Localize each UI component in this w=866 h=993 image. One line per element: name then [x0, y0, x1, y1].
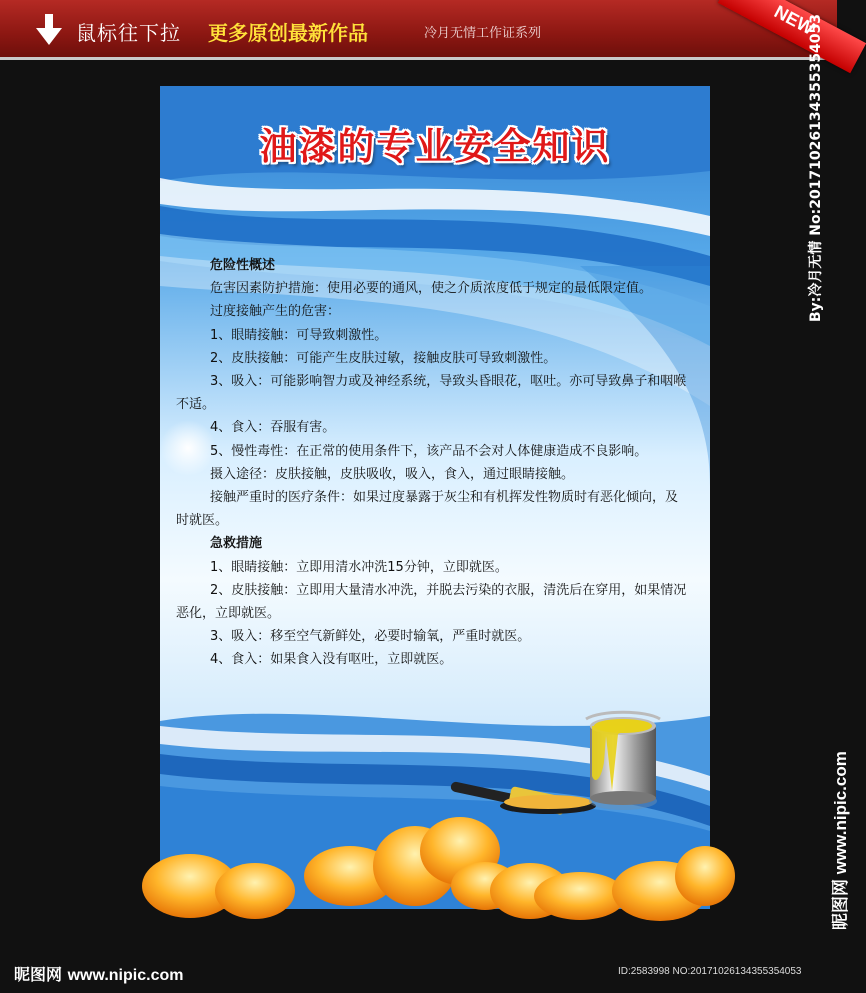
- paragraph: 5、慢性毒性：在正常的使用条件下，该产品不会对人体健康造成不良影响。: [210, 443, 648, 459]
- author-credit: By:冷月无情 No:20171026134355354053: [808, 13, 824, 322]
- section-heading: 急救措施: [210, 536, 263, 552]
- section-heading: 危险性概述: [210, 258, 276, 273]
- logo-text: 昵图网: [14, 967, 63, 984]
- paragraph: 1、眼睛接触：可导致刺激性。: [210, 327, 388, 343]
- arrow-down-icon: [34, 14, 64, 46]
- site-url: www.nipic.com: [67, 967, 184, 984]
- content-body: [176, 254, 690, 672]
- paragraph: 过度接触产生的危害：: [210, 304, 341, 320]
- banner-series: 冷月无情工作证系列: [424, 26, 542, 41]
- paragraph: 4、食入：如果食入没有呕吐，立即就医。: [210, 652, 453, 668]
- page-title: 油漆的专业安全知识: [259, 124, 611, 168]
- paragraph: 2、皮肤接触：立即用大量清水冲洗，并脱去污染的衣服，清洗后在穿用，如果情况恶化，立即就医。: [176, 582, 687, 622]
- top-banner: [0, 0, 837, 60]
- site-logo: [14, 962, 183, 985]
- paragraph: 摄入途径：皮肤接触，皮肤吸收，吸入，食入，通过眼睛接触。: [210, 466, 575, 482]
- new-badge: NEW: [770, 1, 818, 39]
- paragraph: 4、食入：吞服有害。: [210, 420, 336, 436]
- paragraph: 接触严重时的医疗条件：如果过度暴露于灰尘和有机挥发性物质时有恶化倾向，及时就医。: [176, 490, 679, 529]
- paragraph: 1、眼睛接触：立即用清水冲洗15分钟，立即就医。: [210, 559, 508, 575]
- paragraph: 3、吸入：可能影响智力或及神经系统，导致头昏眼花，呕吐。亦可导致鼻子和咽喉不适。: [176, 374, 687, 413]
- image-id: ID:2583998 NO:20171026134355354053: [618, 966, 802, 977]
- banner-more-works: 更多原创最新作品: [208, 21, 368, 45]
- paragraph: 3、吸入：移至空气新鲜处，必要时输氧，严重时就医。: [210, 629, 531, 645]
- poster: [160, 86, 710, 909]
- paragraph: 2、皮肤接触：可能产生皮肤过敏，接触皮肤可导致刺激性。: [210, 350, 557, 366]
- paragraph: 危害因素防护措施：使用必要的通风，使之介质浓度低于规定的最低限定值。: [210, 281, 653, 297]
- banner-scroll-hint: 鼠标往下拉: [76, 21, 181, 45]
- side-watermark: 昵图网 www.nipic.com: [831, 751, 850, 930]
